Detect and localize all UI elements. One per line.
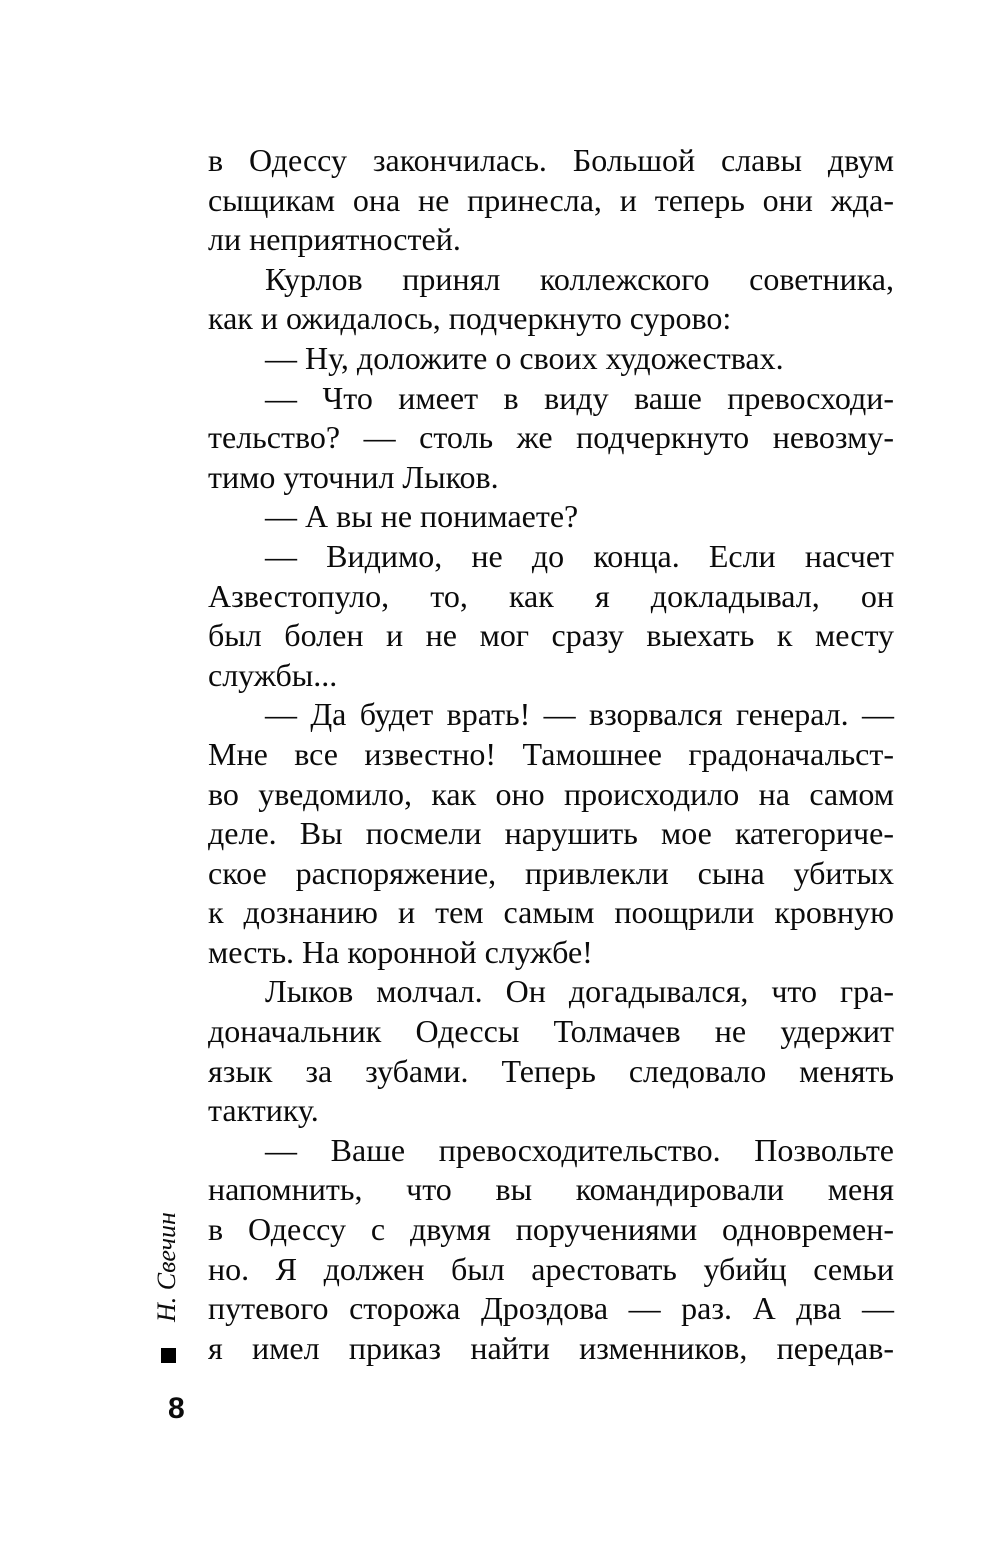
text-line: доначальник Одессы Толмачев не удержит: [208, 1013, 894, 1050]
text-line: Лыков молчал. Он догадывался, что гра-: [265, 973, 894, 1010]
paragraph: [208, 379, 894, 498]
text-line: напомнить, что вы командировали меня: [208, 1171, 894, 1208]
text-line: во уведомило, как оно происходило на самом: [208, 775, 894, 812]
paragraph: [208, 537, 894, 695]
text-line: язык за зубами. Теперь следовало менять: [208, 1052, 894, 1089]
text-line: путевого сторожа Дроздова — раз. А два —: [208, 1290, 894, 1327]
text-line: службы...: [208, 656, 338, 693]
paragraph: [208, 141, 894, 260]
text-line: ли неприятностей.: [208, 221, 461, 258]
page-text-block: [208, 141, 894, 1368]
text-line: ское распоряжение, привлекли сына убитых: [208, 854, 894, 891]
text-line: Курлов принял коллежского советника,: [265, 260, 894, 297]
text-line: — Да будет врать! — взорвался генерал. —: [265, 696, 894, 733]
paragraph: [208, 1131, 894, 1369]
text-line: к дознанию и тем самым поощрили кровную: [208, 894, 894, 931]
text-line: сыщикам она не принесла, и теперь они жда-: [208, 181, 894, 218]
black-square-marker-icon: [161, 1348, 176, 1363]
text-line: — А вы не понимаете?: [265, 498, 579, 535]
text-line: — Ваше превосходительство. Позвольте: [265, 1131, 894, 1168]
paragraph: [208, 260, 894, 339]
text-line: в Одессу закончилась. Большой славы двум: [208, 142, 894, 178]
text-line: — Что имеет в виду ваше превосходи-: [265, 379, 894, 416]
sidebar-author-label: Н. Свечин: [152, 1212, 181, 1322]
text-line: тактику.: [208, 1092, 319, 1129]
text-line: был болен и не мог сразу выехать к месту: [208, 617, 894, 654]
text-line: тимо уточнил Лыков.: [208, 458, 499, 495]
paragraph: [208, 339, 894, 379]
paragraph: [208, 972, 894, 1130]
text-line: деле. Вы посмели нарушить мое категориче-: [208, 815, 894, 852]
text-line: тельство? — столь же подчеркнуто невозму-: [208, 419, 894, 456]
text-line: — Видимо, не до конца. Если насчет: [265, 537, 894, 574]
page-number: 8: [168, 1392, 185, 1425]
text-line: я имел приказ найти изменников, передав-: [208, 1329, 894, 1366]
text-line: Мне все известно! Тамошнее градоначальст-: [208, 735, 894, 772]
text-line: Азвестопуло, то, как я докладывал, он: [208, 577, 894, 614]
text-line: но. Я должен был арестовать убийц семьи: [208, 1250, 894, 1287]
text-line: месть. На коронной службе!: [208, 933, 593, 970]
paragraph: [208, 695, 894, 972]
paragraph: [208, 497, 894, 537]
text-line: в Одессу с двумя поручениями одновремен-: [208, 1211, 894, 1248]
text-line: — Ну, доложите о своих художествах.: [265, 339, 784, 376]
text-line: как и ожидалось, подчеркнуто сурово:: [208, 300, 732, 337]
